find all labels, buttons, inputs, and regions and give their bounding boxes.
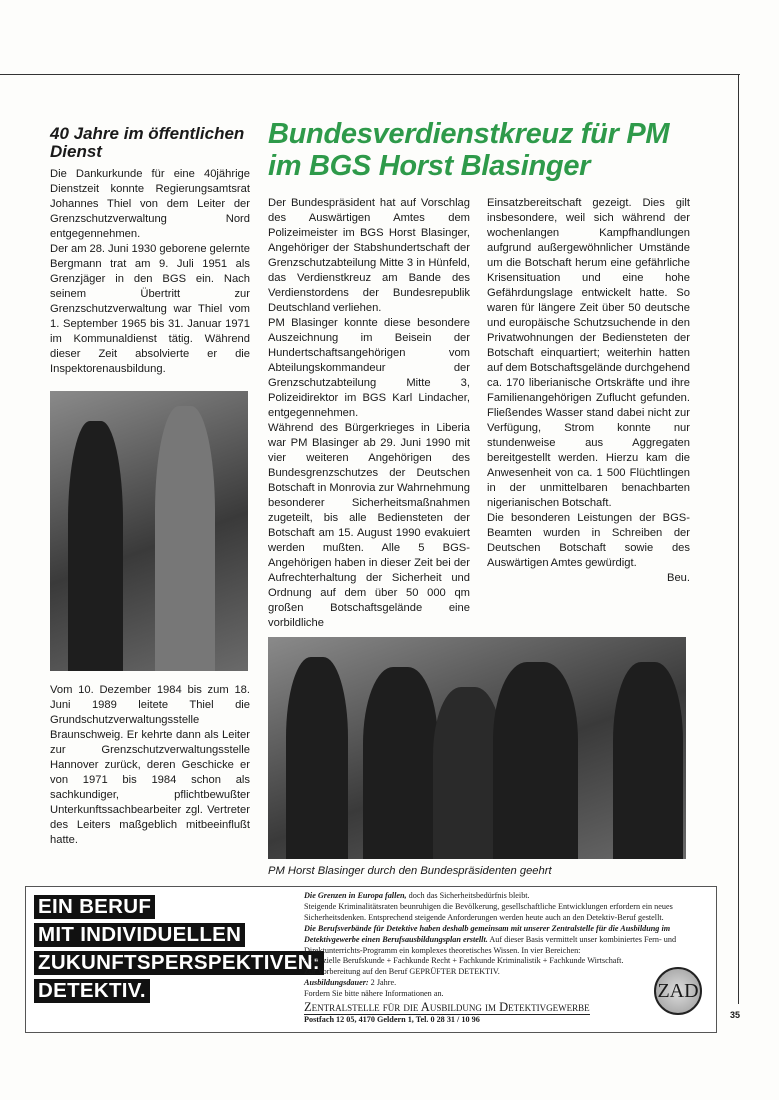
page-content bbox=[0, 118, 779, 1033]
paragraph: PM Blasinger konnte diese besondere Auszeichnung im Beisein der Hundertschaftsangehörigen vom Abteilungskommandeur der Grenzschutzabteilung Mitte 3, Polizeidirektor im BGS Karl Lindacher, entgegennehmen. bbox=[268, 317, 470, 419]
main-article-title: Bundesverdienstkreuz für PM im BGS Horst Blasinger bbox=[268, 118, 670, 182]
ad-p2-bold: Die Berufsverbände für Detektive haben deshalb gemeinsam mit unserer Zentralstelle für die Ausbildung im Detektivgewerbe einen Berufsausbildungsplan erstellt. bbox=[304, 923, 671, 944]
photo-award-ceremony bbox=[268, 637, 686, 859]
slogan-line: MIT INDIVIDUELLEN bbox=[34, 923, 245, 947]
ad-paragraph: Steigende Kriminalitätsraten beunruhigen die Bevölkerung, gesellschaftliche Entwicklungen erfordern ein neues Sicherheitsdenken. Entsprechend steigende Anforderungen werden heute auch an den Detektiv-Beruf gestellt. bbox=[304, 901, 673, 922]
paragraph: Einsatzbereitschaft gezeigt. Dies gilt insbesondere, weil sich während der wochenlangen Kampfhandlungen aufgrund außergewöhnlicher Umstände um die Botschaft herum eine gefährliche Krisensituation und eine hohe Gefährdungslage entwickelt hatte. So waren für längere Zeit über 50 deutsche und europäische Schutzsuchende in den Privatwohnungen der Bediensteten der Botschaft einquartiert; weiterhin hatten auf dem Botschaftsgelände durchgehend ca. 170 liberianische Ortskräfte und ihre Familienangehörigen Zuflucht gefunden. Fließendes Wasser stand dabei nicht zur Verfügung, Strom konnte nur stundenweise aus Aggregaten bereitgestellt werden. Hierzu kam die Anwesenheit von ca. 1 500 Flüchtlingen in der unmittelbaren benachbarten nigerianischen Botschaft. bbox=[487, 197, 690, 509]
ad-p2-rest: Auf dieser Basis vermittelt unser kombiniertes Fern- und Direktunterrichts-Programm ein komplexes theoretisches Wissen. In vier Bereichen: bbox=[304, 934, 677, 955]
ad-duration-label: Ausbildungsdauer: bbox=[304, 978, 369, 988]
ad-duration-value: 2 Jahre. bbox=[368, 978, 397, 988]
left-article bbox=[50, 118, 250, 848]
articles bbox=[50, 118, 690, 878]
main-article-columns bbox=[268, 196, 690, 631]
slogan-line: EIN BERUF bbox=[34, 895, 155, 919]
paragraph: Die Dankurkunde für eine 40jährige Dienstzeit konnte Regierungsamtsrat Johannes Thiel von dem Leiter der Grenzschutzverwaltung Nord entgegennehmen. bbox=[50, 168, 250, 240]
ad-paragraph: + Spezielle Berufskunde + Fachkunde Recht + Fachkunde Kriminalistik + Fachkunde Wirtschaft. bbox=[304, 956, 624, 966]
left-article-body bbox=[50, 167, 250, 377]
ad-lead-rest: doch das Sicherheitsbedürfnis bleibt. bbox=[406, 891, 530, 900]
main-article-column-1 bbox=[268, 196, 470, 631]
frame-rule-top bbox=[0, 74, 740, 75]
author-signature: Beu. bbox=[666, 572, 690, 584]
main-article bbox=[268, 118, 690, 878]
main-article-column-2 bbox=[487, 196, 690, 586]
ad-slogan bbox=[34, 895, 324, 1007]
ad-organization-name: Zentralstelle für die Ausbildung im Detektivgewerbe bbox=[304, 1000, 590, 1015]
slogan-line: DETEKTIV. bbox=[34, 979, 150, 1003]
photo-caption: PM Horst Blasinger durch den Bundespräsidenten geehrt bbox=[268, 865, 552, 877]
slogan-line: ZUKUNFTSPERSPEKTIVEN: bbox=[34, 951, 324, 975]
paragraph: Der Bundespräsident hat auf Vorschlag des Auswärtigen Amtes dem Polizeimeister im BGS Horst Blasinger, Angehöriger der Stabshundertschaft der Grenzschutzabteilung Mitte 3 in Hünfeld, das Verdienstkreuz am Bande des Verdienstordens der Bundesrepublik Deutschland verliehen. bbox=[268, 197, 470, 314]
page-number: 35 bbox=[730, 1010, 741, 1020]
paragraph: Vom 10. Dezember 1984 bis zum 18. Juni 1989 leitete Thiel die Grundschutzverwaltungsstelle Braunschweig. Er kehrte dann als Leiter zur Grenzschutzverwaltungsstelle Hannover zurück, deren Geschicke er von 1971 bis 1984 schon als sachkundiger, pflichtbewußter Unterkunftssachbearbeiter zgl. Vertreter des Leiters maßgeblich mitbeeinflußt hatte. bbox=[50, 684, 250, 846]
ad-paragraph: Zur Vorbereitung auf den Beruf GEPRÜFTER DETEKTIV. bbox=[304, 967, 500, 977]
paragraph: Die besonderen Leistungen der BGS-Beamten wurden in Schreiben der Deutschen Botschaft sowie des Auswärtigen Amtes gewürdigt. bbox=[487, 512, 690, 569]
paragraph: Der am 28. Juni 1930 geborene gelernte Bergmann trat am 9. Juli 1951 als Grenzjäger in den BGS ein. Nach seinem Übertritt zur Grenzschutzverwaltung war Thiel vom 1. September 1965 bis 31. Januar 1971 im Kommunaldienst tätig. Während dieser Zeit absolvierte er die Inspektorenausbildung. bbox=[50, 243, 250, 375]
paragraph: Während des Bürgerkrieges in Liberia war PM Blasinger ab 29. Juni 1990 mit vier weiteren Angehörigen des Bundesgrenzschutzes der Deutschen Botschaft in Monrovia zur Wahrnehmung besonderer Sicherheitsmaßnahmen zugeteilt, bis alle Bediensteten der Botschaft am 15. August 1990 evakuiert werden mußten. Alle 5 BGS-Angehörigen haben in dieser Zeit bei der Aufrechterhaltung der Sicherheit und Ordnung auf dem über 50 000 qm großen Botschaftsgelände eine vorbildliche bbox=[268, 422, 470, 629]
ad-paragraph: Fordern Sie bitte nähere Informationen an. bbox=[304, 989, 444, 999]
left-article-body-continued bbox=[50, 683, 250, 848]
advertisement-zad bbox=[25, 886, 717, 1033]
ad-lead-bold: Die Grenzen in Europa fallen, bbox=[304, 891, 407, 900]
photo-thiel-handshake bbox=[50, 391, 248, 671]
left-article-title: 40 Jahre im öffentlichen Dienst bbox=[50, 124, 245, 161]
ad-text bbox=[304, 891, 704, 1026]
ad-address: Postfach 12 05, 4170 Geldern 1, Tel. 0 28 31 / 10 96 bbox=[304, 1015, 480, 1025]
zad-logo: ZAD bbox=[654, 967, 702, 1015]
